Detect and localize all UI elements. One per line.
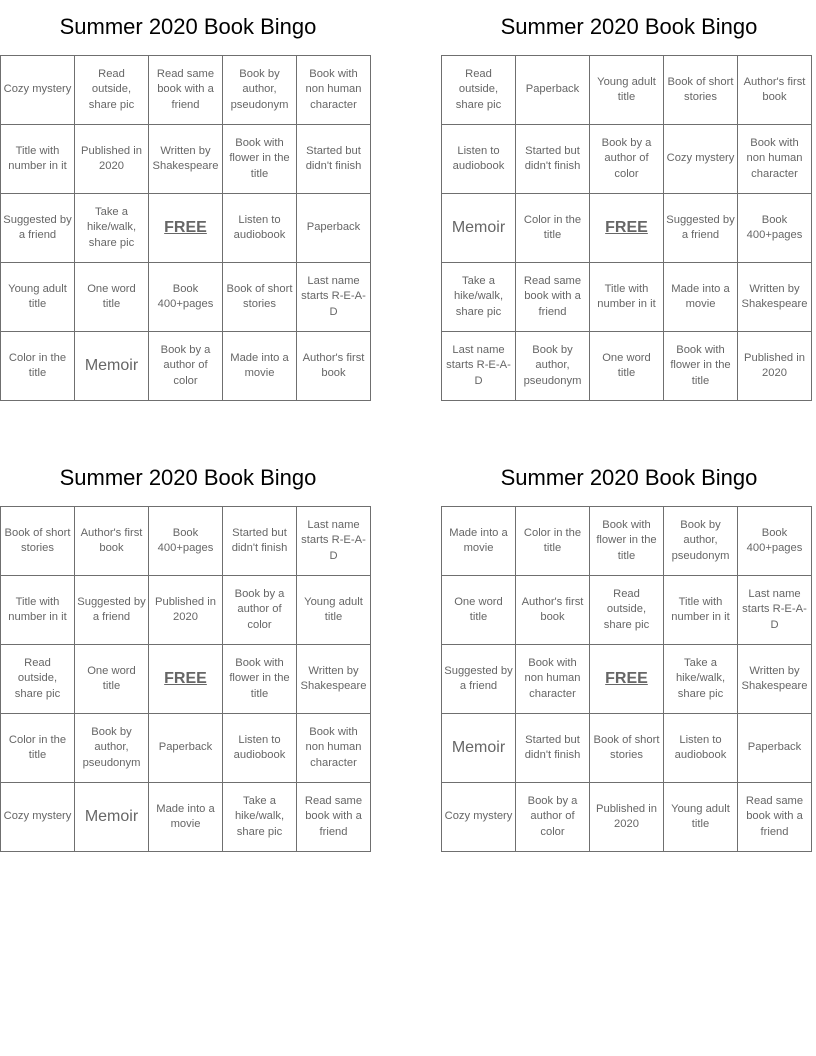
bingo-cell: Made into a movie (442, 507, 516, 576)
bingo-cell: Suggested by a friend (664, 194, 738, 263)
bingo-cell: Paperback (297, 194, 371, 263)
bingo-cell: Book with flower in the title (223, 125, 297, 194)
bingo-cell: Author's first book (75, 507, 149, 576)
bingo-cell: Book by author, pseudonym (75, 714, 149, 783)
bingo-cell: Title with number in it (590, 263, 664, 332)
bingo-cell: Book 400+pages (738, 507, 812, 576)
bingo-cell: Book of short stories (664, 56, 738, 125)
bingo-row (442, 783, 812, 852)
bingo-row (442, 194, 812, 263)
bingo-cell: Published in 2020 (75, 125, 149, 194)
bingo-row (442, 714, 812, 783)
bingo-cell: One word title (590, 332, 664, 401)
bingo-cell: Suggested by a friend (442, 645, 516, 714)
bingo-cell: Book with non human character (297, 714, 371, 783)
bingo-cell: Written by Shakespeare (738, 263, 812, 332)
bingo-cell: Book by author, pseudonym (516, 332, 590, 401)
bingo-cell: Book with non human character (297, 56, 371, 125)
bingo-row (1, 783, 371, 852)
free-space-cell: FREE (590, 645, 664, 714)
bingo-cell: Listen to audiobook (664, 714, 738, 783)
bingo-row (1, 507, 371, 576)
bingo-cell: Take a hike/walk, share pic (664, 645, 738, 714)
bingo-grid (0, 506, 371, 852)
bingo-cell: One word title (75, 645, 149, 714)
bingo-cell: Listen to audiobook (223, 714, 297, 783)
bingo-cell: Author's first book (297, 332, 371, 401)
bingo-cell: Memoir (75, 332, 149, 401)
bingo-row (1, 714, 371, 783)
bingo-cell: Title with number in it (1, 125, 75, 194)
bingo-cell: Author's first book (738, 56, 812, 125)
bingo-cell: Written by Shakespeare (297, 645, 371, 714)
bingo-cell: Book by a author of color (223, 576, 297, 645)
bingo-cell: Made into a movie (149, 783, 223, 852)
bingo-cell: Started but didn't finish (516, 125, 590, 194)
bingo-cell: Book with non human character (738, 125, 812, 194)
bingo-cell: Published in 2020 (590, 783, 664, 852)
bingo-cell: Take a hike/walk, share pic (75, 194, 149, 263)
bingo-row (442, 56, 812, 125)
bingo-cell: Title with number in it (664, 576, 738, 645)
bingo-cell: Read same book with a friend (297, 783, 371, 852)
bingo-row (1, 56, 371, 125)
bingo-cell: Color in the title (516, 194, 590, 263)
bingo-cell: Book of short stories (223, 263, 297, 332)
bingo-cell: Listen to audiobook (442, 125, 516, 194)
card-title: Summer 2020 Book Bingo (59, 14, 317, 39)
bingo-cell: Read same book with a friend (738, 783, 812, 852)
bingo-cell: Young adult title (1, 263, 75, 332)
bingo-cell: Young adult title (297, 576, 371, 645)
bingo-cell: One word title (75, 263, 149, 332)
bingo-cell: Book with flower in the title (223, 645, 297, 714)
bingo-cell: Read outside, share pic (75, 56, 149, 125)
bingo-cell: Book 400+pages (149, 507, 223, 576)
free-space-cell: FREE (149, 645, 223, 714)
bingo-cell: Memoir (75, 783, 149, 852)
bingo-cell: Published in 2020 (149, 576, 223, 645)
bingo-cell: Paperback (738, 714, 812, 783)
bingo-cell: Title with number in it (1, 576, 75, 645)
bingo-cell: Read same book with a friend (516, 263, 590, 332)
bingo-cell: Author's first book (516, 576, 590, 645)
bingo-row (442, 263, 812, 332)
bingo-cell: Paperback (149, 714, 223, 783)
bingo-cell: Book by author, pseudonym (223, 56, 297, 125)
bingo-row (1, 645, 371, 714)
bingo-cell: Young adult title (664, 783, 738, 852)
bingo-cell: Published in 2020 (738, 332, 812, 401)
bingo-cell: Started but didn't finish (223, 507, 297, 576)
card-title: Summer 2020 Book Bingo (500, 14, 758, 39)
bingo-grid (441, 55, 812, 401)
bingo-cell: Last name starts R-E-A-D (297, 507, 371, 576)
bingo-row (1, 194, 371, 263)
bingo-cell: Read outside, share pic (1, 645, 75, 714)
bingo-cell: Book of short stories (590, 714, 664, 783)
bingo-cell: Read outside, share pic (590, 576, 664, 645)
bingo-cell: Book with flower in the title (590, 507, 664, 576)
bingo-cell: Memoir (442, 194, 516, 263)
card-title: Summer 2020 Book Bingo (500, 465, 758, 490)
bingo-cell: Suggested by a friend (1, 194, 75, 263)
bingo-cell: Book with flower in the title (664, 332, 738, 401)
bingo-cell: Cozy mystery (1, 783, 75, 852)
free-space-cell: FREE (149, 194, 223, 263)
bingo-cell: Read same book with a friend (149, 56, 223, 125)
bingo-cell: Cozy mystery (442, 783, 516, 852)
bingo-cell: Last name starts R-E-A-D (297, 263, 371, 332)
bingo-row (442, 645, 812, 714)
bingo-cell: Started but didn't finish (516, 714, 590, 783)
bingo-cell: Read outside, share pic (442, 56, 516, 125)
bingo-cell: Take a hike/walk, share pic (223, 783, 297, 852)
bingo-cell: Take a hike/walk, share pic (442, 263, 516, 332)
bingo-cell: Young adult title (590, 56, 664, 125)
bingo-cell: Book 400+pages (149, 263, 223, 332)
bingo-cell: Color in the title (516, 507, 590, 576)
bingo-cell: Last name starts R-E-A-D (738, 576, 812, 645)
bingo-row (442, 507, 812, 576)
bingo-row (442, 576, 812, 645)
bingo-cell: Written by Shakespeare (149, 125, 223, 194)
bingo-cell: Book by a author of color (516, 783, 590, 852)
bingo-cell: Listen to audiobook (223, 194, 297, 263)
bingo-cell: Suggested by a friend (75, 576, 149, 645)
bingo-row (1, 332, 371, 401)
bingo-cell: Paperback (516, 56, 590, 125)
bingo-row (1, 263, 371, 332)
bingo-cell: Color in the title (1, 714, 75, 783)
bingo-row (1, 576, 371, 645)
bingo-cell: Last name starts R-E-A-D (442, 332, 516, 401)
bingo-cell: Made into a movie (664, 263, 738, 332)
bingo-row (442, 332, 812, 401)
bingo-cell: Book 400+pages (738, 194, 812, 263)
bingo-cell: Started but didn't finish (297, 125, 371, 194)
bingo-cell: Book by author, pseudonym (664, 507, 738, 576)
bingo-cell: Cozy mystery (1, 56, 75, 125)
bingo-cell: Color in the title (1, 332, 75, 401)
bingo-cell: Written by Shakespeare (738, 645, 812, 714)
bingo-cell: Book by a author of color (590, 125, 664, 194)
bingo-cell: Book with non human character (516, 645, 590, 714)
bingo-cell: One word title (442, 576, 516, 645)
bingo-cell: Cozy mystery (664, 125, 738, 194)
free-space-cell: FREE (590, 194, 664, 263)
bingo-cell: Memoir (442, 714, 516, 783)
bingo-cell: Book of short stories (1, 507, 75, 576)
card-title: Summer 2020 Book Bingo (59, 465, 317, 490)
bingo-row (1, 125, 371, 194)
bingo-row (442, 125, 812, 194)
bingo-cell: Made into a movie (223, 332, 297, 401)
bingo-grid (0, 55, 371, 401)
bingo-grid (441, 506, 812, 852)
bingo-cell: Book by a author of color (149, 332, 223, 401)
